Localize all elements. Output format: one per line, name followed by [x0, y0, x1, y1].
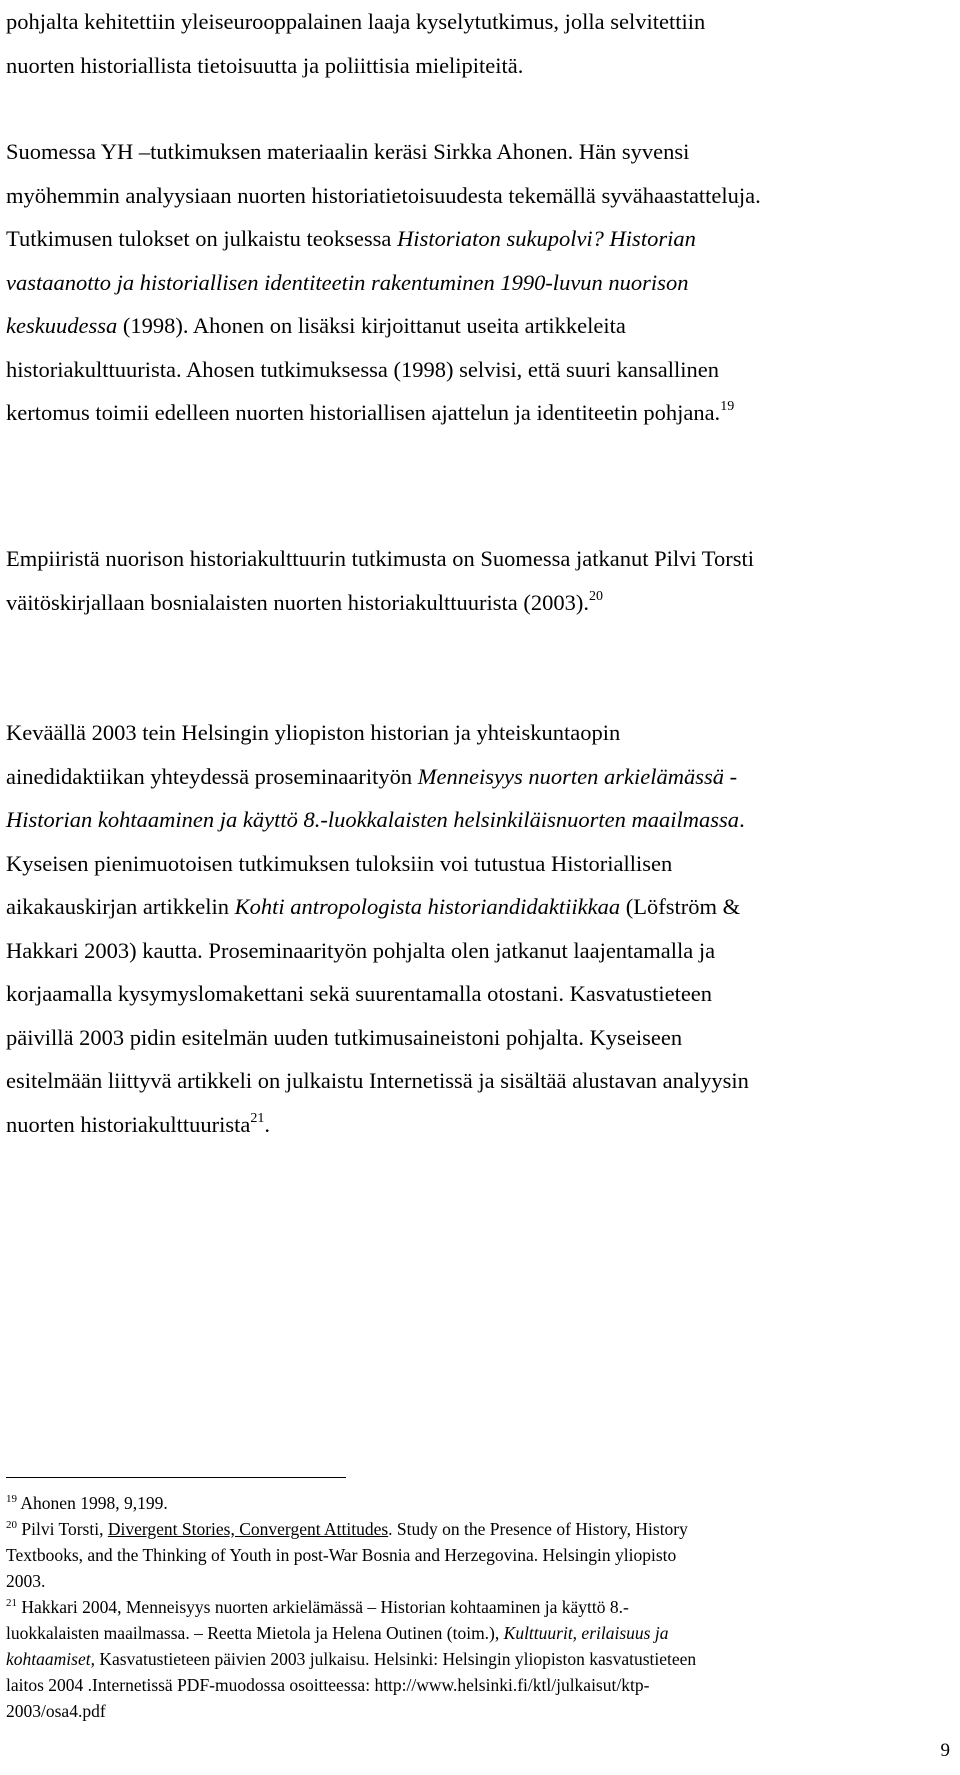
text-segment: . Study on the Presence of History, History: [388, 1519, 688, 1539]
footnote-number: 19: [6, 1493, 17, 1505]
text-line: Keväällä 2003 tein Helsingin yliopiston historian ja yhteiskuntaopin: [6, 720, 621, 745]
text-line: Hakkari 2003) kautta. Proseminaarityön pohjalta olen jatkanut laajentamalla ja: [6, 937, 716, 963]
footnotes: [6, 1490, 936, 1724]
text-line: [6, 885, 936, 929]
text-segment: .: [739, 807, 745, 832]
text-segment: (1998). Ahonen on lisäksi kirjoittanut useita artikkeleita: [117, 313, 626, 338]
book-title: kohtaamiset,: [6, 1649, 95, 1669]
text-segment: Tutkimusen tulokset on julkaistu teoksessa: [6, 226, 398, 251]
footnote-reference[interactable]: 21: [250, 1110, 265, 1126]
article-title: Kohti antropologista historiandidaktiikkaa: [234, 894, 621, 919]
footnote-number: 21: [6, 1597, 17, 1609]
text-segment: luokkalaisten maailmassa. – Reetta Mietola ja Helena Outinen (toim.),: [6, 1623, 504, 1643]
footnote-line: laitos 2004 .Internetissä PDF-muodossa osoitteessa: http://www.helsinki.fi/ktl/julkaisut/ktp-: [6, 1675, 650, 1695]
text-line: [6, 581, 936, 625]
footnote-number: 20: [6, 1519, 17, 1531]
text-segment: Pilvi Torsti,: [17, 1519, 108, 1539]
text-segment: (Löfström &: [620, 894, 741, 919]
text-line: Empiiristä nuorison historiakulttuurin tutkimusta on Suomessa jatkanut Pilvi Torsti: [6, 546, 754, 571]
text-segment: Hakkari 2004, Menneisyys nuorten arkielämässä – Historian kohtaaminen ja käyttö 8.-: [17, 1597, 629, 1617]
text-line: päivillä 2003 pidin esitelmän uuden tutkimusaineistoni pohjalta. Kyseiseen: [6, 1024, 683, 1050]
text-segment: .: [264, 1111, 270, 1137]
text-line: [6, 1103, 936, 1147]
book-title-line: vastaanotto ja historiallisen identiteetin rakentuminen 1990-luvun nuorison: [6, 269, 689, 295]
book-title: Kulttuurit, erilaisuus ja: [503, 1623, 669, 1643]
text-line: myöhemmin analyysiaan nuorten historiatietoisuudesta tekemällä syvähaastatteluja.: [6, 182, 761, 208]
text-line: Suomessa YH –tutkimuksen materiaalin keräsi Sirkka Ahonen. Hän syvensi: [6, 139, 690, 164]
text-line: [6, 391, 936, 435]
footnote-separator: [6, 1477, 346, 1478]
text-segment: väitöskirjallaan bosnialaisten nuorten historiakulttuurista (2003).: [6, 589, 590, 615]
text-line: pohjalta kehitettiin yleiseurooppalainen laaja kyselytutkimus, jolla selvitettiin: [6, 9, 706, 34]
paragraph: [6, 0, 936, 87]
paragraph: [6, 130, 936, 435]
text-line: [6, 798, 936, 842]
paragraph: [6, 537, 936, 624]
footnote-line: 2003/osa4.pdf: [6, 1701, 106, 1721]
text-line: korjaamalla kysymyslomakettani sekä suurentamalla otostani. Kasvatustieteen: [6, 981, 713, 1006]
text-line: Kyseisen pienimuotoisen tutkimuksen tuloksiin voi tutustua Historiallisen: [6, 850, 673, 876]
text-segment: aikakauskirjan artikkelin: [6, 894, 235, 919]
work-title: Historian kohtaaminen ja käyttö 8.-luokkalaisten helsinkiläisnuorten maailmassa: [6, 807, 740, 832]
footnote-reference[interactable]: 19: [720, 399, 735, 414]
page-number: 9: [940, 1740, 950, 1761]
book-title: keskuudessa: [6, 313, 118, 338]
footnote-line: [6, 1594, 936, 1620]
text-line: [6, 304, 936, 348]
text-line: [6, 217, 936, 261]
text-segment: Kasvatustieteen päivien 2003 julkaisu. Helsinki: Helsingin yliopiston kasvatustieteen: [94, 1649, 697, 1669]
text-segment: kertomus toimii edelleen nuorten historiallisen ajattelun ja identiteetin pohjana.: [6, 400, 721, 425]
book-title-link[interactable]: Divergent Stories, Convergent Attitudes: [107, 1519, 389, 1539]
text-line: [6, 755, 936, 799]
footnote-line: Textbooks, and the Thinking of Youth in post-War Bosnia and Herzegovina. Helsingin yliopisto: [6, 1545, 677, 1565]
footnote-line: [6, 1646, 936, 1672]
footnote-line: [6, 1490, 936, 1516]
footnote-line: [6, 1620, 936, 1646]
footnote-reference[interactable]: 20: [589, 588, 604, 604]
text-line: esitelmään liittyvä artikkeli on julkaistu Internetissä ja sisältää alustavan analyysin: [6, 1068, 749, 1093]
book-title: Historiaton sukupolvi? Historian: [397, 226, 696, 251]
text-segment: Ahonen 1998, 9,199.: [17, 1493, 168, 1513]
text-segment: nuorten historiakulttuurista: [6, 1111, 251, 1137]
work-title: Menneisyys nuorten arkielämässä -: [417, 763, 738, 789]
footnote-line: [6, 1516, 936, 1542]
paragraph: [6, 711, 936, 1146]
text-line: historiakulttuurista. Ahosen tutkimuksessa (1998) selvisi, että suuri kansallinen: [6, 356, 720, 382]
text-segment: ainedidaktiikan yhteydessä proseminaarityön: [6, 763, 418, 789]
text-line: nuorten historiallista tietoisuutta ja poliittisia mielipiteitä.: [6, 52, 524, 78]
footnote-line: 2003.: [6, 1571, 46, 1591]
